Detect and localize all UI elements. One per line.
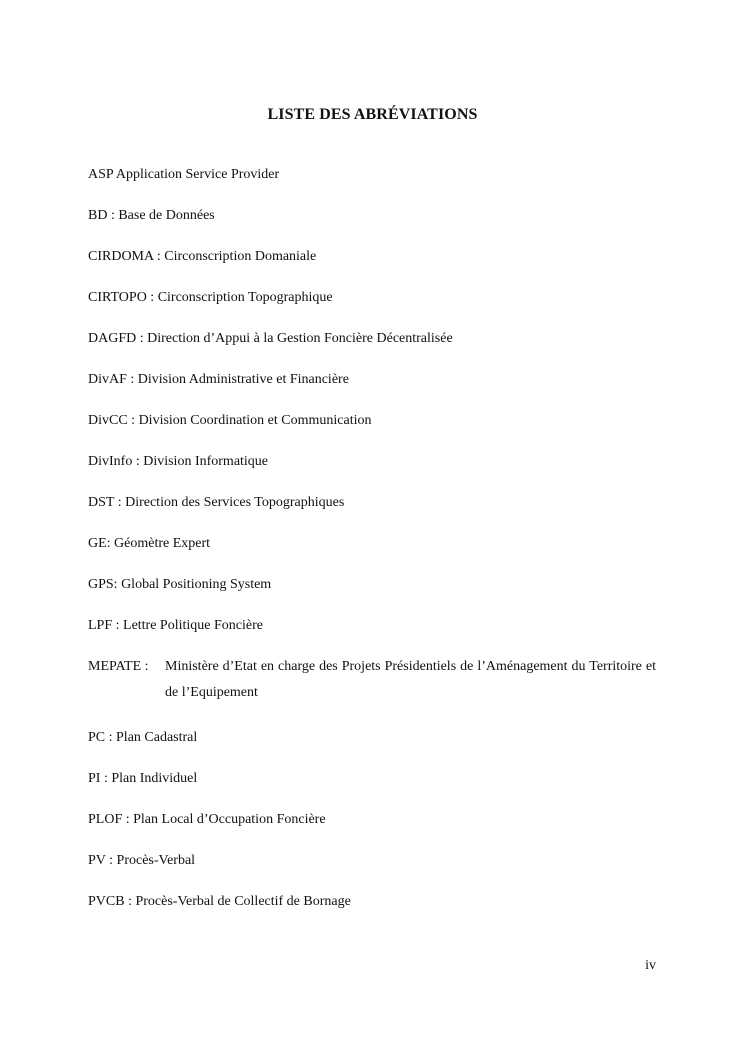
list-item: PLOF : Plan Local d’Occupation Foncière xyxy=(88,812,326,827)
list-item: PV : Procès-Verbal xyxy=(88,853,196,868)
list-item-mepate xyxy=(88,658,656,706)
list-item: DivAF : Division Administrative et Financière xyxy=(88,372,349,387)
list-item: CIRDOMA : Circonscription Domaniale xyxy=(88,249,317,264)
list-item: DivInfo : Division Informatique xyxy=(88,454,269,469)
list-item: PI : Plan Individuel xyxy=(88,771,198,786)
list-item: BD : Base de Données xyxy=(88,208,215,223)
list-item: PC : Plan Cadastral xyxy=(88,730,198,745)
list-item: DivCC : Division Coordination et Communication xyxy=(88,413,372,428)
list-item: ASP Application Service Provider xyxy=(88,167,280,182)
list-item: DST : Direction des Services Topographiques xyxy=(88,495,345,510)
page-number: iv xyxy=(645,958,656,973)
list-item: GPS: Global Positioning System xyxy=(88,577,272,592)
list-item: PVCB : Procès-Verbal de Collectif de Bornage xyxy=(88,894,351,909)
list-item: GE: Géomètre Expert xyxy=(88,536,211,551)
list-item: CIRTOPO : Circonscription Topographique xyxy=(88,290,333,305)
abbreviation-definition: Ministère d’Etat en charge des Projets Présidentiels de l’Aménagement du Territoire et de l’Equipement xyxy=(165,659,656,700)
list-item: DAGFD : Direction d’Appui à la Gestion Foncière Décentralisée xyxy=(88,331,453,346)
list-item: LPF : Lettre Politique Foncière xyxy=(88,618,263,633)
page-title: LISTE DES ABRÉVIATIONS xyxy=(267,106,478,123)
abbreviation-term: MEPATE : xyxy=(88,659,149,674)
abbreviation-list xyxy=(88,166,656,934)
